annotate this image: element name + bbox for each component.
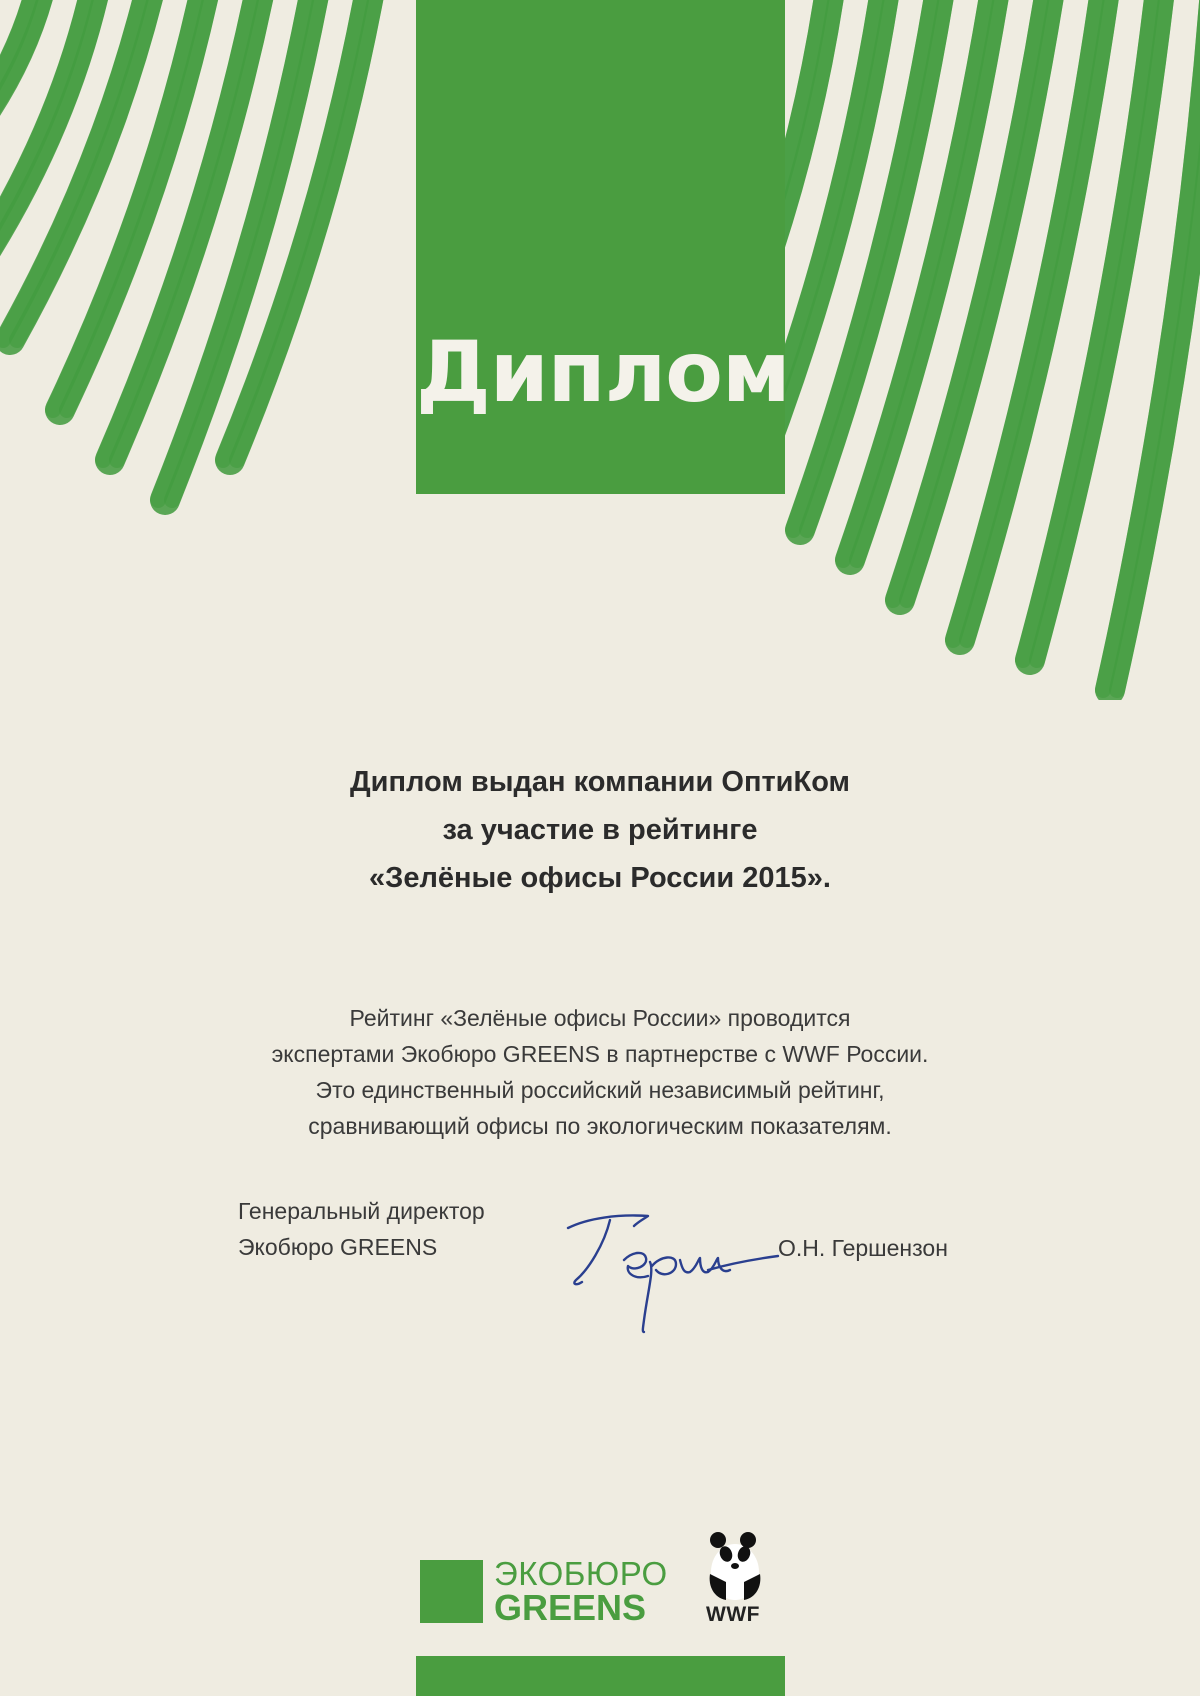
description-line: Рейтинг «Зелёные офисы России» проводится xyxy=(349,1005,851,1031)
title-block xyxy=(416,0,790,494)
description-line: экспертами Экобюро GREENS в партнерстве с WWF России. xyxy=(271,1041,929,1067)
wwf-logo-text: WWF xyxy=(706,1603,760,1626)
rating-description xyxy=(0,1000,1200,1144)
greens-logo-line1: ЭКОБЮРО xyxy=(494,1555,668,1592)
award-line: «Зелёные офисы России 2015». xyxy=(369,862,831,894)
signer-name: О.Н. Гершензон xyxy=(778,1235,948,1261)
award-line: за участие в рейтинге xyxy=(442,814,758,846)
description-line: сравнивающий офисы по экологическим показателям. xyxy=(308,1113,892,1139)
award-statement xyxy=(0,758,1200,902)
diploma-title: Диплом xyxy=(416,323,790,421)
bottom-green-bar xyxy=(416,1656,785,1696)
handwritten-signature xyxy=(548,1200,788,1350)
greens-logo-square xyxy=(420,1560,483,1623)
greens-logo-line2: GREENS xyxy=(494,1587,647,1628)
award-line: Диплом выдан компании ОптиКом xyxy=(350,766,850,798)
signer-title: Генеральный директор xyxy=(238,1198,485,1224)
signer-organization: Экобюро GREENS xyxy=(238,1234,438,1260)
wwf-panda-icon xyxy=(704,1530,766,1602)
signer-position xyxy=(238,1193,485,1265)
description-line: Это единственный российский независимый рейтинг, xyxy=(315,1077,885,1103)
